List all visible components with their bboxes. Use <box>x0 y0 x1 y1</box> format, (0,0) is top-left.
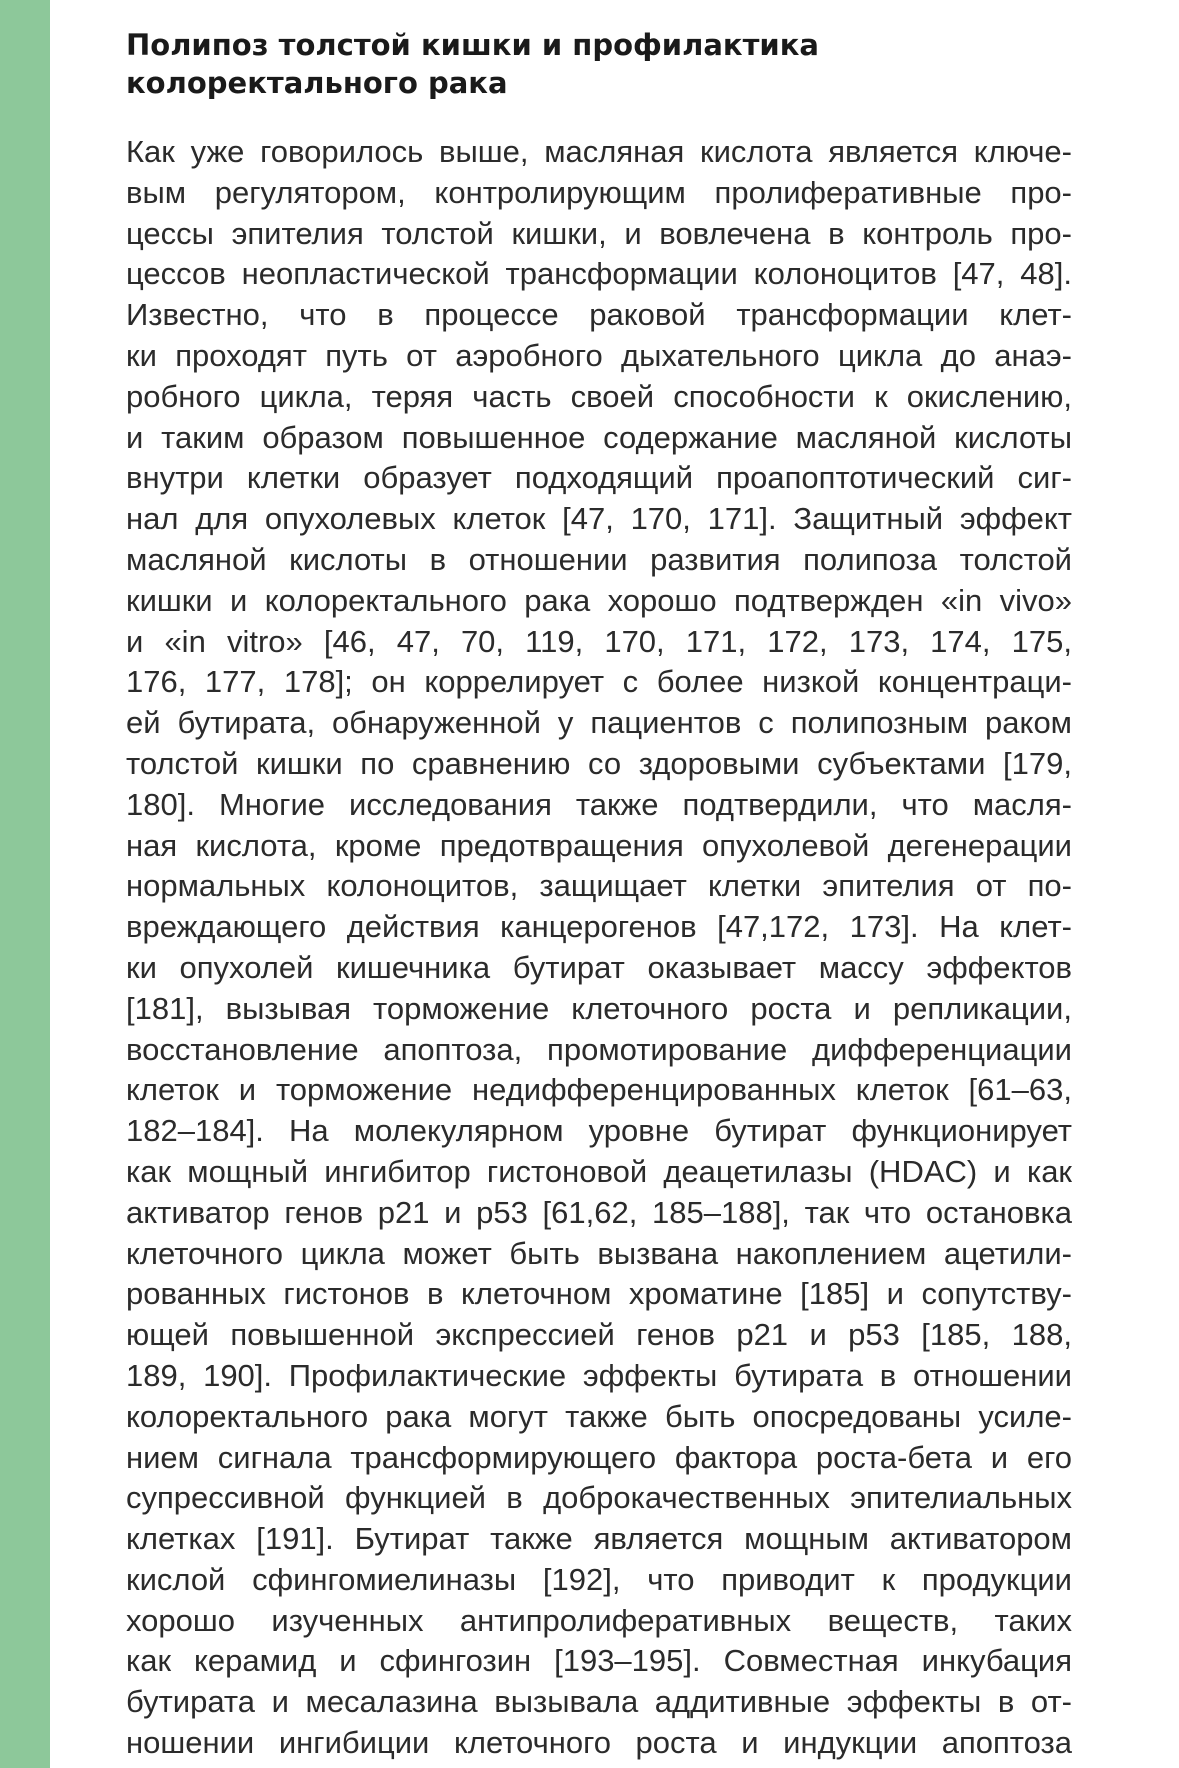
paragraph-line: как мощный ингибитор гистоновой деацетилазы (HDAC) и как <box>126 1153 1072 1189</box>
paragraph-line: активатор генов p21 и p53 [61,62, 185–188], так что остановка <box>126 1194 1072 1230</box>
paragraph-line: нием сигнала трансформирующего фактора роста-бета и его <box>126 1439 1072 1475</box>
heading-line: Полипоз толстой кишки и профилактика <box>126 28 819 62</box>
paragraph-line: кишки и колоректального рака хорошо подтвержден «in vivo» <box>126 582 1072 618</box>
paragraph-line: нормальных колоноцитов, защищает клетки эпителия от по- <box>126 868 1072 904</box>
paragraph-line: вым регулятором, контролирующим пролиферативные про- <box>126 174 1072 210</box>
left-margin-stripe <box>0 0 50 1768</box>
paragraph-line: 176, 177, 178]; он коррелирует с более низкой концентраци- <box>126 664 1072 700</box>
paragraph-line: цессов неопластической трансформации колоноцитов [47, 48]. <box>126 256 1072 292</box>
paragraph-line: клеток и торможение недифференцированных клеток [61–63, <box>126 1072 1072 1108</box>
paragraph-line: и таким образом повышенное содержание масляной кислоты <box>126 419 1072 455</box>
page-content <box>126 26 1072 1764</box>
paragraph-line: кислой сфингомиелиназы [192], что приводит к продукции <box>126 1561 1072 1597</box>
paragraph-line: клеточного цикла может быть вызвана накоплением ацетили- <box>126 1235 1072 1271</box>
paragraph-line: вреждающего действия канцерогенов [47,172, 173]. На клет- <box>126 909 1072 945</box>
section-heading <box>126 26 1072 102</box>
paragraph-line: клетках [191]. Бутират также является мощным активатором <box>126 1521 1072 1557</box>
paragraph-line: хорошо изученных антипролиферативных веществ, таких <box>126 1602 1072 1638</box>
paragraph-line: рованных гистонов в клеточном хроматине [185] и сопутству- <box>126 1276 1072 1312</box>
paragraph-line: 189, 190]. Профилактические эффекты бутирата в отношении <box>126 1357 1072 1393</box>
paragraph-line: 182–184]. На молекулярном уровне бутират функционирует <box>126 1113 1072 1149</box>
body-paragraph <box>126 132 1072 1764</box>
paragraph-line: бутирата и месалазина вызывала аддитивные эффекты в от- <box>126 1684 1072 1720</box>
paragraph-line: восстановление апоптоза, промотирование дифференциации <box>126 1031 1072 1067</box>
paragraph-line: внутри клетки образует подходящий проапоптотический сиг- <box>126 460 1072 496</box>
paragraph-line: ки проходят путь от аэробного дыхательного цикла до анаэ- <box>126 337 1072 373</box>
paragraph-line: супрессивной функцией в доброкачественных эпителиальных <box>126 1480 1072 1516</box>
paragraph-line: как керамид и сфингозин [193–195]. Совместная инкубация <box>126 1643 1072 1679</box>
paragraph-line: ная кислота, кроме предотвращения опухолевой дегенерации <box>126 827 1072 863</box>
paragraph-line: ей бутирата, обнаруженной у пациентов с полипозным раком <box>126 705 1072 741</box>
paragraph-line: цессы эпителия толстой кишки, и вовлечена в контроль про- <box>126 215 1072 251</box>
heading-line: колоректального рака <box>126 66 508 100</box>
paragraph-line: Известно, что в процессе раковой трансформации клет- <box>126 297 1072 333</box>
paragraph-line: ношении ингибиции клеточного роста и индукции апоптоза <box>126 1725 1072 1761</box>
paragraph-line: нал для опухолевых клеток [47, 170, 171]. Защитный эффект <box>126 501 1072 537</box>
paragraph-line: масляной кислоты в отношении развития полипоза толстой <box>126 541 1072 577</box>
paragraph-line: робного цикла, теряя часть своей способности к окислению, <box>126 378 1072 414</box>
paragraph-line: [181], вызывая торможение клеточного роста и репликации, <box>126 990 1072 1026</box>
paragraph-line: Как уже говорилось выше, масляная кислота является ключе- <box>126 134 1072 169</box>
paragraph-line: ки опухолей кишечника бутират оказывает массу эффектов <box>126 949 1072 985</box>
paragraph-line: толстой кишки по сравнению со здоровыми субъектами [179, <box>126 745 1072 781</box>
paragraph-line: и «in vitro» [46, 47, 70, 119, 170, 171, 172, 173, 174, 175, <box>126 623 1072 659</box>
paragraph-line: ющей повышенной экспрессией генов p21 и p53 [185, 188, <box>126 1317 1072 1353</box>
paragraph-line: колоректального рака могут также быть опосредованы усиле- <box>126 1398 1072 1434</box>
paragraph-line: 180]. Многие исследования также подтвердили, что масля- <box>126 786 1072 822</box>
